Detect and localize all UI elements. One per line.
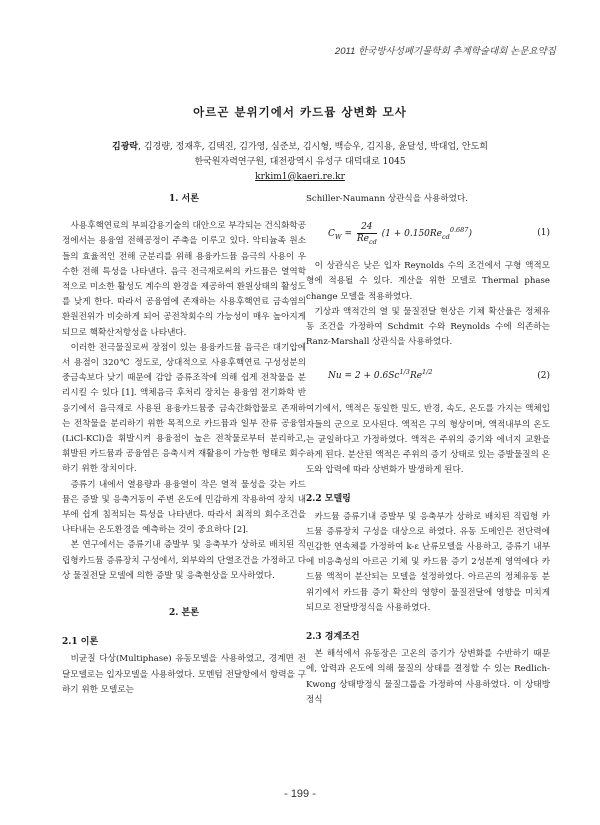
body-paragraph: 이러한 전극물질로써 장점이 있는 용융카드뮴 음극은 대기압에서 용점이 320℃ 정도로, 상대적으로 사용후핵연료 구성성분의 중금속보다 낮기 때문에 감압 증류조작에 의해 쉽게 전착물을 분리시킬 수 있다 [1]. 액체음극 후처리 장치는 용융염 전기화학 반응기에서 음극재로 사용된 용융카드뮴중 금속간화합물로 존재하는 전착물을 분리하기 위한 목적으로 카드뮴과 일부 잔류 공융염(LiCl-KCl)을 휘발시켜 용융점이 높은 전착물로부터 분리하고, 휘발된 카드뮴과 공융염은 응축시켜 재활용이 가능한 형태로 회수하기 위한 장치이다.	[62, 342, 306, 475]
body-paragraph: 증류기 내에서 열용량과 용융열이 작은 열적 물성을 갖는 카드뮴은 증발 및 응축거동이 주변 온도에 민감하게 작용하여 장치 내부에 쉽게 침적되는 특성을 나타낸다. 따라서 최적의 회수조건을 나타내는 온도환경을 예측하는 것이 중요하다 [2].	[62, 479, 306, 536]
equation-2	[306, 356, 550, 396]
subsection-heading-modeling: 2.2 모델링	[306, 494, 351, 505]
section-heading-main: 2. 본론	[169, 608, 199, 619]
co-authors: , 김경량, 정재후, 김택진, 김가영, 심준보, 김시형, 백승우, 김지용, 윤달성, 박대업, 안도희	[138, 142, 488, 152]
body-paragraph: 이 상관식은 낮은 입자 Reynolds 수의 조건에서 구형 액적모형에 적용될 수 있다. 계산을 위한 모델로 Thermal phase change 모델을 적용하였다.	[306, 261, 550, 302]
running-header: 2011 한국방사성폐기물학회 추계학술대회 논문요약집	[334, 46, 556, 57]
body-paragraph: Schiller-Naumann 상관식을 사용하였다.	[306, 194, 469, 204]
title-block	[0, 104, 600, 185]
subsection-heading-theory: 2.1 이론	[62, 637, 99, 648]
body-paragraph: 기상과 액적간의 열 및 물질전달 현상은 기체 확산율은 정체유동 조건을 가정하여 Schdmit 수와 Reynolds 수에 의존하는 Ranz-Marshall 상관식을 사용하였다.	[306, 306, 550, 348]
body-paragraph: 본 해석에서 유동장은 고온의 증기가 상변화를 수반하기 때문에, 압력과 온도에 의해 물질의 상태를 결정할 수 있는 Redlich-Kwong 상태방정식 물질그룹을 가정하여 사용하였다. 이 상태방정식	[306, 649, 550, 705]
subsection-heading-boundary: 2.3 경계조건	[306, 632, 360, 643]
equation-1-number: (1)	[537, 227, 550, 238]
body-paragraph: 본 연구에서는 증류기내 증발부 및 응축부가 상하로 배치된 직립형카드뮴 증류장치 구성에서, 외부와의 단열조건을 가정하고 다상 물질전달 모델에 의한 증발 및 응축현상을 모사하였다.	[62, 540, 306, 581]
lead-author: 김광락	[112, 142, 139, 152]
equation-2-body: $Nu = 2 + 0.6Sc^{1/3}Re^{1/2}$	[328, 367, 433, 381]
page-number: - 199 -	[284, 788, 316, 800]
body-paragraph: 카드뮴 증류기내 증발부 및 응축부가 상하로 배치된 직립형 카드뮴 증류장치 구성을 대상으로 하였다. 유동 도메인은 전단력에 민감한 연속체를 가정하여 k-ε 난류모델을 사용하고, 증류기 내부에 비응축성의 아르곤 기체 및 카드뮴 증기 2성분계 영역에다 카드뮴 액적이 분산되는 모델을 설정하였다. 아르곤의 정체유동 분위기에서 카드뮴 증기 확산의 영향이 물질전달에 영향을 미치게 되므로 전달방정식을 사용하였다.	[306, 511, 550, 613]
equation-2-number: (2)	[537, 370, 550, 381]
paper-title: 아르곤 분위기에서 카드뮴 상변화 모사	[193, 105, 407, 119]
body-paragraph: 여기에서, 액적은 동일한 밀도, 반경, 속도, 온도를 가지는 액체입자들의 군으로 모사된다. 액적은 구의 형상이며, 액적내부의 온도는 균일하다고 가정하였다. 액적은 주위의 증기와 에너지 교환을 하게 된다. 분산된 액적은 주위의 증기 상태로 있는 증발물질의 온도와 압력에 따라 상변화가 발생하게 된다.	[306, 404, 550, 476]
contact-email[interactable]: krkim1@kaeri.re.kr	[255, 172, 345, 182]
right-column	[306, 192, 550, 708]
author-list	[0, 140, 600, 155]
body-paragraph: 사용후핵연료의 부피감용기술의 대안으로 부각되는 건식화학공정에서는 용융염 전해공정이 주축을 이루고 있다. 악티늄족 원소들의 효율적인 전해 군분리를 위해 용융카드뮴 음극의 사용이 우수한 전해 특성을 나타낸다. 음극 전극재로써의 카드뮴은 열역학적으로 미소한 활성도 계수의 환경을 제공하여 환원상태의 활성도를 낮게 한다. 따라서 공융염에 존재하는 사용후핵연료 금속염의 환원전위가 비슷하게 되어 공전착회수의 가능성이 매우 높아지게 되므로 핵확산저항성을 나타낸다.	[62, 221, 306, 338]
body-paragraph: 비균질 다상(Multiphase) 유동모델을 사용하였고, 경계면 전달모델로는 입자모델을 사용하였다. 모멘텀 전달항에서 항력을 구하기 위한 모델로는	[62, 654, 306, 695]
section-heading-introduction: 1. 서론	[169, 194, 199, 204]
equation-1-fraction: $\frac{24}{Re_{cd}}$	[356, 221, 377, 246]
left-column	[62, 192, 306, 698]
affiliation: 한국원자력연구원, 대전광역시 유성구 대덕대로 1045	[194, 157, 406, 167]
equation-1	[306, 213, 550, 253]
equation-1-body: $C_W$ = $\frac{24}{Re_{cd}}$ $(1 + 0.150Re_{cd}^{0.687})$	[328, 221, 472, 246]
